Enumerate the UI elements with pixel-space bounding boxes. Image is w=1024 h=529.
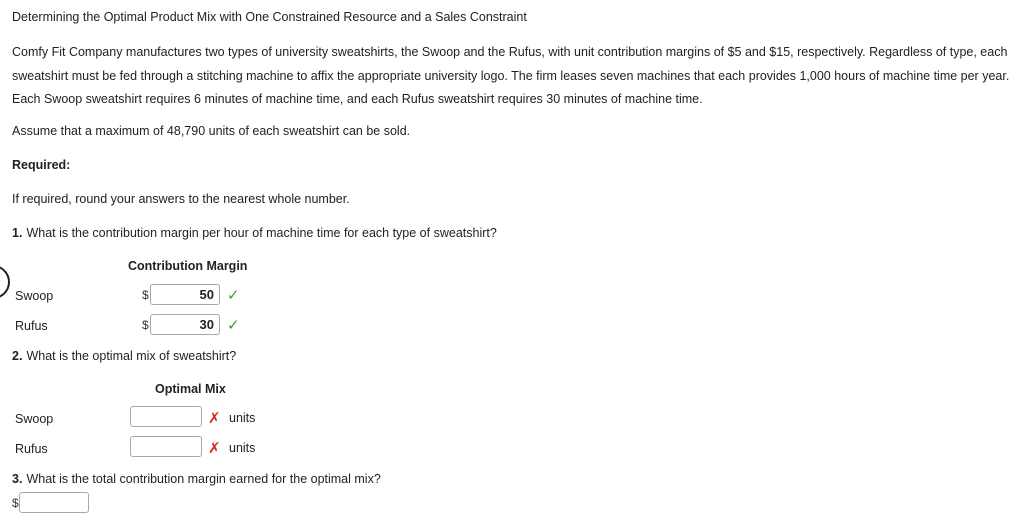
- side-panel-edge: [0, 265, 10, 299]
- q1-currency-rufus: $: [142, 318, 149, 332]
- problem-paragraph: Comfy Fit Company manufactures two types of university sweatshirts, the Swoop and the Rufus, with unit contribution margins of $5 and $15, respectively. Regardless of type, each sweatshirt must be fed through a stitching machine to affix the appropriate university logo. The firm leases seven machines that each provides 1,000 hours of machine time per year. Each Swoop sweatshirt requires 6 minutes of machine time, and each Rufus sweatshirt requires 30 minutes of machine time.: [12, 45, 1010, 106]
- problem-title: Determining the Optimal Product Mix with One Constrained Resource and a Sales Constraint: [12, 10, 527, 24]
- question-3-number: 3.: [12, 472, 23, 486]
- q2-column-header: Optimal Mix: [155, 382, 226, 396]
- question-1-number: 1.: [12, 226, 23, 240]
- cross-icon: ✗: [208, 410, 221, 427]
- q3-total-cm-input[interactable]: [19, 492, 89, 513]
- q2-row-label-rufus: Rufus: [15, 442, 48, 456]
- rounding-note: If required, round your answers to the nearest whole number.: [12, 192, 350, 206]
- q3-currency: $: [12, 496, 19, 510]
- question-2-number: 2.: [12, 349, 23, 363]
- question-2-text: What is the optimal mix of sweatshirt?: [26, 349, 237, 363]
- required-label: Required:: [12, 158, 71, 172]
- q2-unit-rufus: units: [229, 441, 256, 455]
- q2-row-label-swoop: Swoop: [15, 412, 54, 426]
- check-icon: ✓: [227, 287, 240, 304]
- q1-rufus-cm-input[interactable]: [150, 314, 220, 335]
- question-3-text: What is the total contribution margin earned for the optimal mix?: [26, 472, 381, 486]
- q1-swoop-cm-input[interactable]: [150, 284, 220, 305]
- q1-column-header: Contribution Margin: [128, 259, 248, 273]
- question-2: [12, 349, 236, 363]
- question-1: [12, 226, 497, 240]
- cross-icon: ✗: [208, 440, 221, 457]
- q1-row-label-rufus: Rufus: [15, 319, 48, 333]
- q2-rufus-mix-input[interactable]: [130, 436, 202, 457]
- q2-swoop-mix-input[interactable]: [130, 406, 202, 427]
- q1-currency-swoop: $: [142, 288, 149, 302]
- q1-row-label-swoop: Swoop: [15, 289, 54, 303]
- q2-unit-swoop: units: [229, 411, 256, 425]
- question-3: [12, 472, 381, 486]
- question-1-text: What is the contribution margin per hour of machine time for each type of sweatshirt?: [26, 226, 497, 240]
- assumption-text: Assume that a maximum of 48,790 units of each sweatshirt can be sold.: [12, 124, 411, 138]
- check-icon: ✓: [227, 317, 240, 334]
